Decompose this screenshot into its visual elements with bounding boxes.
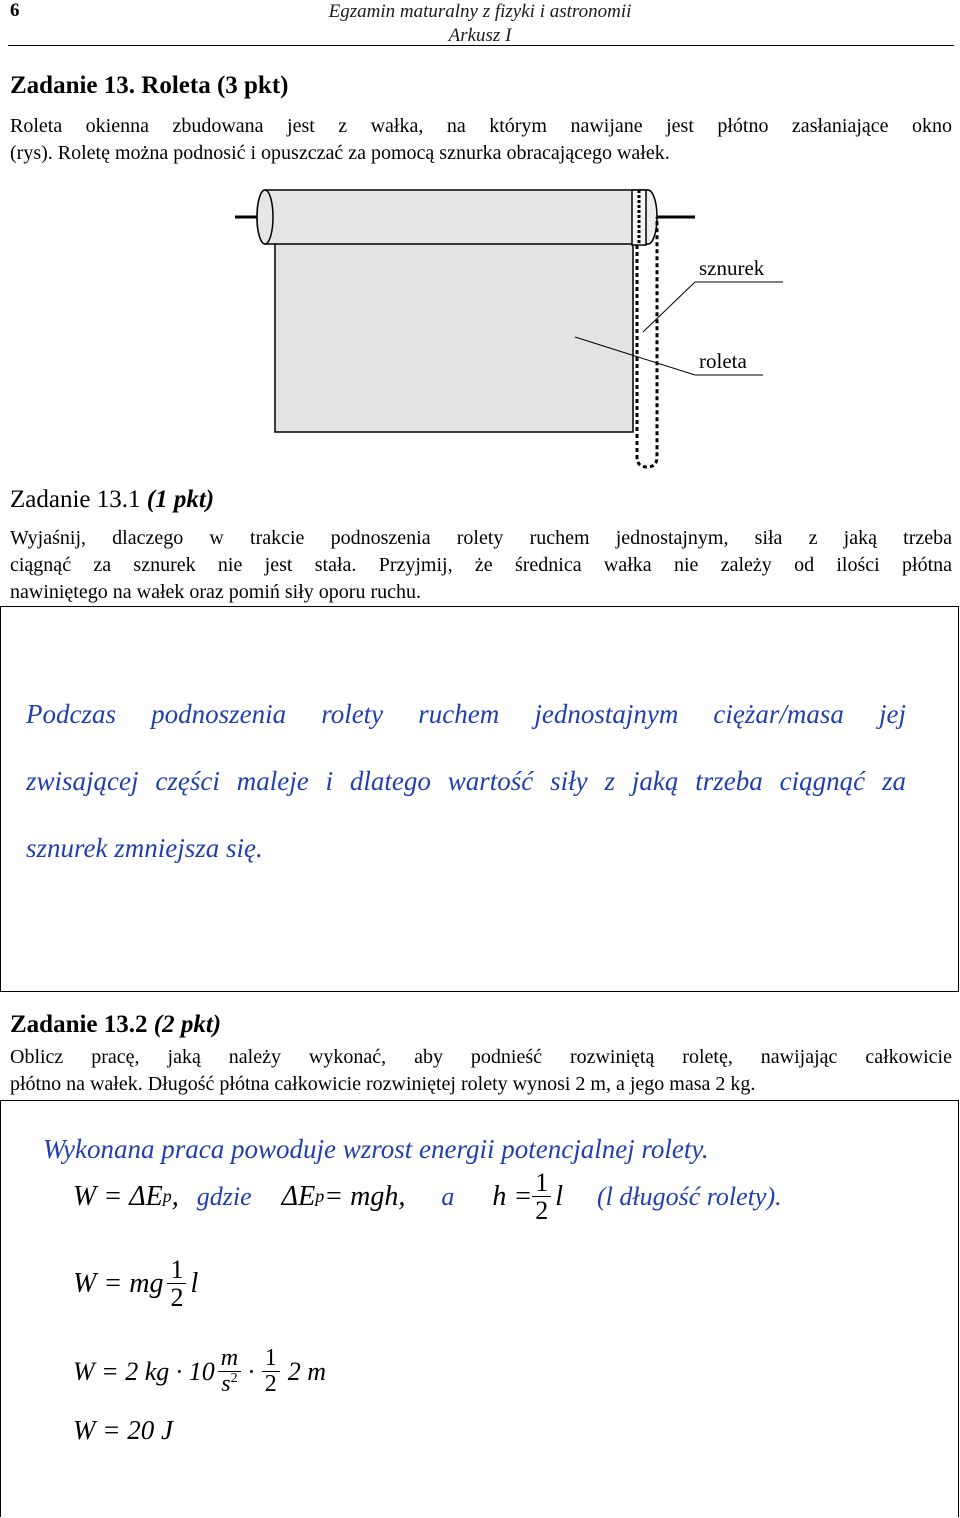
equation-4: W = 20 J [73,1415,173,1445]
equation-1 [73,1169,782,1225]
eq1-comma: , [171,1180,179,1212]
eq1-h-lhs: h = [492,1180,533,1212]
equation-2 [73,1256,198,1312]
cord-leader-line [643,282,695,332]
exam-title [0,0,960,48]
task13-1-heading [10,486,214,514]
equation-3 [73,1346,326,1397]
eq3-dot: · [247,1356,256,1386]
page-number: 6 [10,0,20,21]
roller-blind-figure [225,185,795,475]
task13-1-question-line2: ciągnąć za sznurek nie jest stała. Przyjmij, że średnica wałka nie zależy od ilości płótna [10,554,952,576]
eq1-frac-num: 1 [532,1169,551,1197]
eq3-unit-fraction [218,1346,241,1397]
eq1-a: a [441,1181,455,1211]
eq3-unit-num: m [218,1346,241,1372]
eq1-h-rhs: l [555,1180,564,1212]
eq1-fraction [532,1169,551,1225]
eq3-frac-den: 2 [264,1371,277,1398]
eq3-unit-den: s [221,1371,231,1398]
task13-intro-line1: Roleta okienna zbudowana jest z wałka, na którym nawijane jest płótno zasłaniające okno [10,115,952,137]
eq3-unit-den-exp: 2 [230,1371,238,1387]
cord-label: sznurek [699,256,765,280]
eq3-rhs: 2 m [287,1356,327,1386]
eq2-lhs: W = mg [73,1267,164,1299]
eq3-unit-den-wrap [218,1372,241,1397]
eq1-note: (l długość rolety). [597,1181,782,1211]
eq3-lhs: W = 2 kg · 10 [73,1356,215,1386]
eq2-rhs: l [190,1267,199,1299]
task13-1-heading-main: Zadanie 13.1 [10,486,147,513]
task13-intro [10,113,952,167]
task13-1-answer-box [0,606,959,992]
task13-intro-line2: (rys). Roletę można podnosić i opuszczać za pomocą sznurka obracającego wałek. [10,142,670,164]
task13-1-question [10,525,952,606]
eq1-frac-den: 2 [535,1196,549,1226]
task13-2-question-line2: płótno na wałek. Długość płótna całkowicie rozwiniętej rolety wynosi 2 m, a jego masa 2 kg. [10,1073,756,1095]
task13-1-points: (1 pkt) [146,486,215,513]
task13-1-answer-line1: Podczas podnoszenia rolety ruchem jednostajnym ciężar/masa jej [26,699,906,729]
task13-heading: Zadanie 13. Roleta (3 pkt) [10,72,289,99]
task13-1-question-line1: Wyjaśnij, dlaczego w trakcie podnoszenia rolety ruchem jednostajnym, siła z jaką trzeba [10,527,952,549]
roller-end-left [257,190,273,244]
task13-2-heading [10,1011,221,1039]
task13-1-question-line3: nawiniętego na wałek oraz pomiń siły oporu ruchu. [10,581,421,603]
task13-2-question-line1: Oblicz pracę, jaką należy wykonać, aby podnieść rozwiniętą roletę, nawijając całkowicie [10,1046,952,1068]
task13-1-answer-line2: zwisającej części maleje i dlatego wartość siły z jaką trzeba ciągnąć za [26,766,906,796]
roller [257,190,655,244]
task13-2-answer-intro: Wykonana praca powoduje wzrost energii potencjalnej rolety. [43,1134,709,1164]
task13-2-heading-main: Zadanie 13.2 [10,1011,154,1038]
eq2-frac-den: 2 [170,1283,184,1313]
header-divider [8,45,954,46]
blind-label: roleta [699,349,747,373]
eq2-frac-num: 1 [167,1256,186,1284]
task13-2-points: (2 pkt) [153,1011,222,1038]
eq1-mid-sub: p [315,1186,325,1207]
eq2-fraction [167,1256,186,1312]
task13-2-answer-box [0,1100,959,1517]
eq1-mid: ΔE [281,1180,316,1212]
eq3-fraction [262,1346,280,1397]
cord-loop [637,217,657,467]
exam-title-line1: Egzamin maturalny z fizyki i astronomii [328,1,632,22]
eq1-gdzie: gdzie [196,1181,252,1211]
eq1-comma2: , [398,1180,406,1212]
task13-2-question [10,1044,952,1098]
eq1-mid-rhs: = mgh [324,1180,399,1212]
exam-title-line2: Arkusz I [448,25,512,46]
task13-1-answer-line3: sznurek zmniejsza się. [26,833,263,863]
blind-cloth [275,240,633,432]
eq1-lhs: W = ΔE [73,1180,163,1212]
eq3-frac-num: 1 [262,1346,280,1372]
eq1-lhs-sub: p [162,1186,172,1207]
